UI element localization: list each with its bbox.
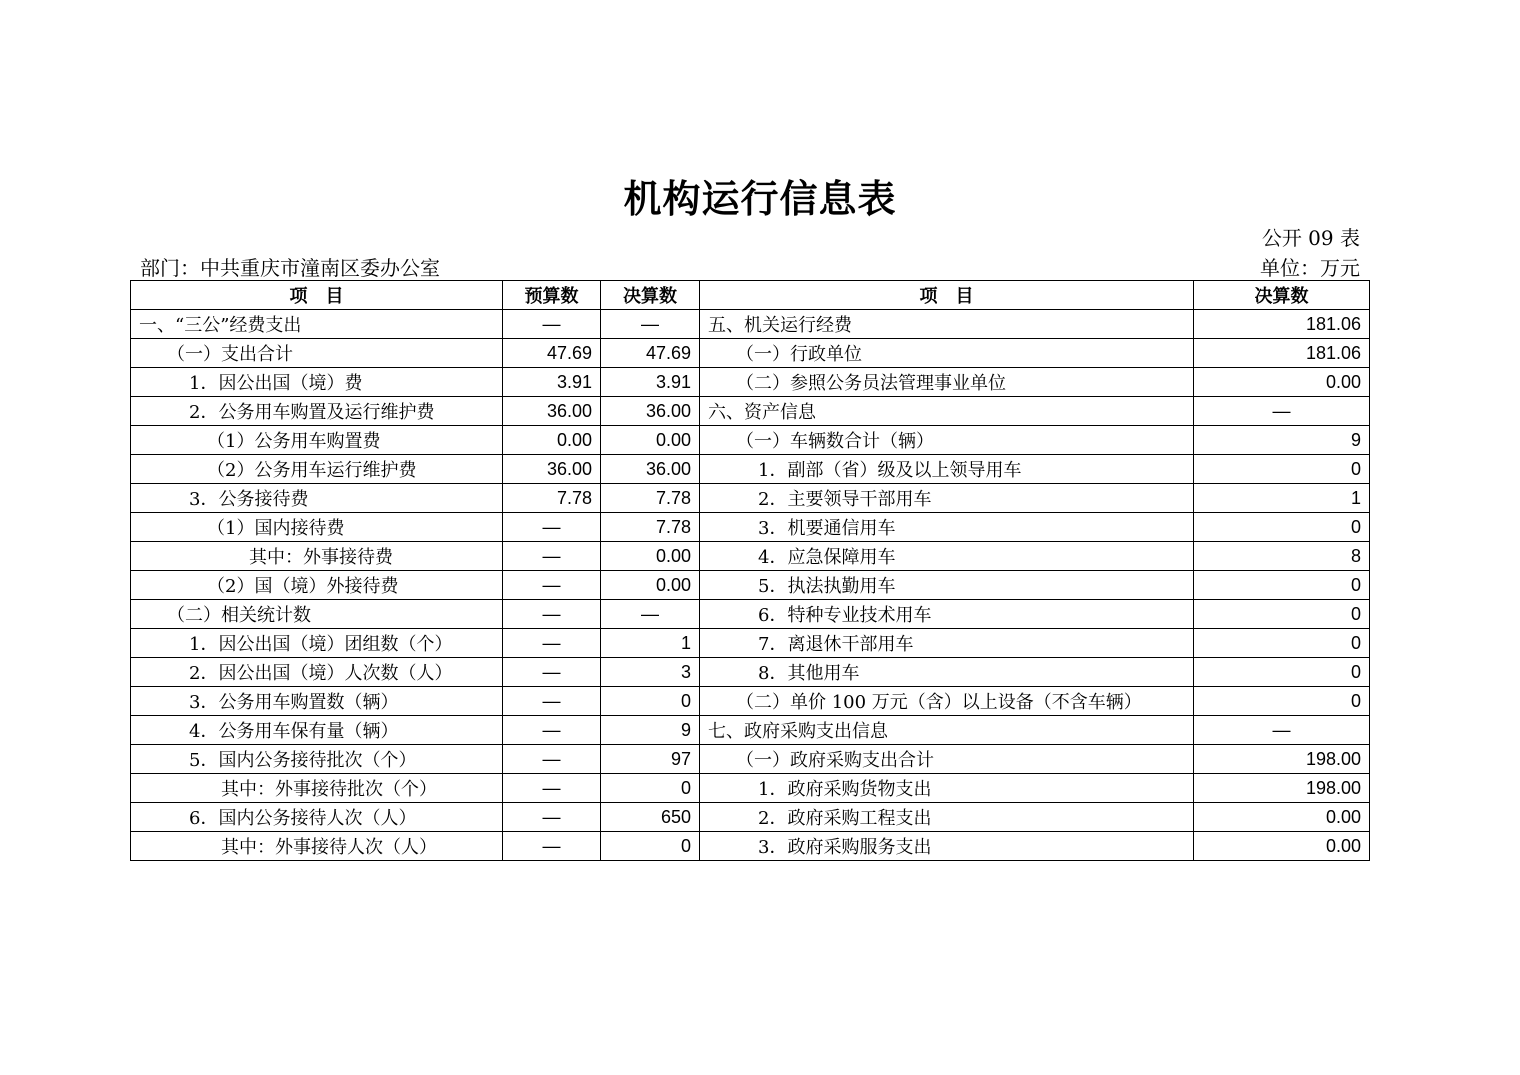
right-value: 181.06 <box>1194 310 1370 339</box>
left-item: 3．公务接待费 <box>131 484 503 513</box>
right-item: 五、机关运行经费 <box>700 310 1194 339</box>
final-value: 7.78 <box>601 513 700 542</box>
left-item: 1．因公出国（境）团组数（个） <box>131 629 503 658</box>
left-item: （2）公务用车运行维护费 <box>131 455 503 484</box>
table-row <box>131 310 1370 339</box>
table-row <box>131 774 1370 803</box>
left-item: 1．因公出国（境）费 <box>131 368 503 397</box>
left-item: （一）支出合计 <box>131 339 503 368</box>
budget-value: — <box>503 571 601 600</box>
left-item: 4．公务用车保有量（辆） <box>131 716 503 745</box>
info-table <box>130 280 1370 861</box>
header-item: 项 目 <box>131 281 503 310</box>
budget-value: — <box>503 832 601 861</box>
right-value: 0 <box>1194 455 1370 484</box>
left-item: 其中：外事接待费 <box>131 542 503 571</box>
final-value: 3.91 <box>601 368 700 397</box>
left-item: （1）公务用车购置费 <box>131 426 503 455</box>
final-value: — <box>601 310 700 339</box>
right-item: （一）车辆数合计（辆） <box>700 426 1194 455</box>
right-value: 0 <box>1194 600 1370 629</box>
final-value: 0 <box>601 687 700 716</box>
right-value: 0 <box>1194 629 1370 658</box>
budget-value: 0.00 <box>503 426 601 455</box>
table-row <box>131 484 1370 513</box>
left-item: 3．公务用车购置数（辆） <box>131 687 503 716</box>
table-row <box>131 832 1370 861</box>
right-value: 0 <box>1194 687 1370 716</box>
right-item: 5．执法执勤用车 <box>700 571 1194 600</box>
table-header-row <box>131 281 1370 310</box>
right-item: 六、资产信息 <box>700 397 1194 426</box>
right-item: （一）政府采购支出合计 <box>700 745 1194 774</box>
budget-value: 3.91 <box>503 368 601 397</box>
left-item: 其中：外事接待批次（个） <box>131 774 503 803</box>
right-item: 3．政府采购服务支出 <box>700 832 1194 861</box>
header-budget: 预算数 <box>503 281 601 310</box>
table-row <box>131 745 1370 774</box>
budget-value: — <box>503 745 601 774</box>
final-value: 0.00 <box>601 571 700 600</box>
right-value: 198.00 <box>1194 774 1370 803</box>
table-row <box>131 513 1370 542</box>
table-row <box>131 803 1370 832</box>
final-value: 36.00 <box>601 397 700 426</box>
budget-value: — <box>503 687 601 716</box>
table-row <box>131 397 1370 426</box>
table-row <box>131 426 1370 455</box>
left-item: （1）国内接待费 <box>131 513 503 542</box>
right-item: 4．应急保障用车 <box>700 542 1194 571</box>
right-item: 2．主要领导干部用车 <box>700 484 1194 513</box>
right-item: 七、政府采购支出信息 <box>700 716 1194 745</box>
unit-label: 单位：万元 <box>1260 256 1360 280</box>
budget-value: — <box>503 803 601 832</box>
table-row <box>131 455 1370 484</box>
page-title: 机构运行信息表 <box>623 176 897 221</box>
left-item: 2．公务用车购置及运行维护费 <box>131 397 503 426</box>
right-item: （二）参照公务员法管理事业单位 <box>700 368 1194 397</box>
budget-value: — <box>503 600 601 629</box>
table-row <box>131 716 1370 745</box>
right-value: 0 <box>1194 658 1370 687</box>
final-value: 0.00 <box>601 426 700 455</box>
right-item: 8．其他用车 <box>700 658 1194 687</box>
final-value: — <box>601 600 700 629</box>
final-value: 0.00 <box>601 542 700 571</box>
right-item: （一）行政单位 <box>700 339 1194 368</box>
final-value: 36.00 <box>601 455 700 484</box>
right-item: 2．政府采购工程支出 <box>700 803 1194 832</box>
budget-value: 47.69 <box>503 339 601 368</box>
left-item: 6．国内公务接待人次（人） <box>131 803 503 832</box>
right-value: 0 <box>1194 513 1370 542</box>
final-value: 9 <box>601 716 700 745</box>
budget-value: — <box>503 658 601 687</box>
left-item: （2）国（境）外接待费 <box>131 571 503 600</box>
left-item: 其中：外事接待人次（人） <box>131 832 503 861</box>
department-label: 部门：中共重庆市潼南区委办公室 <box>140 256 440 280</box>
budget-value: — <box>503 542 601 571</box>
budget-value: — <box>503 310 601 339</box>
right-value: — <box>1194 397 1370 426</box>
right-item: 1．副部（省）级及以上领导用车 <box>700 455 1194 484</box>
right-value: 1 <box>1194 484 1370 513</box>
table-row <box>131 629 1370 658</box>
budget-value: 36.00 <box>503 397 601 426</box>
left-item: 2．因公出国（境）人次数（人） <box>131 658 503 687</box>
right-value: 0 <box>1194 571 1370 600</box>
table-row <box>131 542 1370 571</box>
final-value: 3 <box>601 658 700 687</box>
right-item: 3．机要通信用车 <box>700 513 1194 542</box>
header-item-2: 项 目 <box>700 281 1194 310</box>
final-value: 97 <box>601 745 700 774</box>
final-value: 0 <box>601 774 700 803</box>
right-item: 1．政府采购货物支出 <box>700 774 1194 803</box>
right-value: 198.00 <box>1194 745 1370 774</box>
header-final-2: 决算数 <box>1194 281 1370 310</box>
right-value: 8 <box>1194 542 1370 571</box>
right-item: 7．离退休干部用车 <box>700 629 1194 658</box>
budget-value: 36.00 <box>503 455 601 484</box>
final-value: 47.69 <box>601 339 700 368</box>
header-final: 决算数 <box>601 281 700 310</box>
table-row <box>131 600 1370 629</box>
budget-value: — <box>503 774 601 803</box>
final-value: 650 <box>601 803 700 832</box>
table-row <box>131 571 1370 600</box>
table-row <box>131 687 1370 716</box>
form-number: 公开 09 表 <box>1261 226 1360 250</box>
budget-value: 7.78 <box>503 484 601 513</box>
left-item: （二）相关统计数 <box>131 600 503 629</box>
right-value: 181.06 <box>1194 339 1370 368</box>
table-row <box>131 368 1370 397</box>
budget-value: — <box>503 716 601 745</box>
final-value: 1 <box>601 629 700 658</box>
right-item: 6．特种专业技术用车 <box>700 600 1194 629</box>
left-item: 一、“三公”经费支出 <box>131 310 503 339</box>
table-row <box>131 658 1370 687</box>
final-value: 7.78 <box>601 484 700 513</box>
table-row <box>131 339 1370 368</box>
right-value: — <box>1194 716 1370 745</box>
right-value: 0.00 <box>1194 832 1370 861</box>
right-value: 0.00 <box>1194 368 1370 397</box>
right-item: （二）单价 100 万元（含）以上设备（不含车辆） <box>700 687 1194 716</box>
final-value: 0 <box>601 832 700 861</box>
budget-value: — <box>503 513 601 542</box>
budget-value: — <box>503 629 601 658</box>
left-item: 5．国内公务接待批次（个） <box>131 745 503 774</box>
right-value: 0.00 <box>1194 803 1370 832</box>
right-value: 9 <box>1194 426 1370 455</box>
